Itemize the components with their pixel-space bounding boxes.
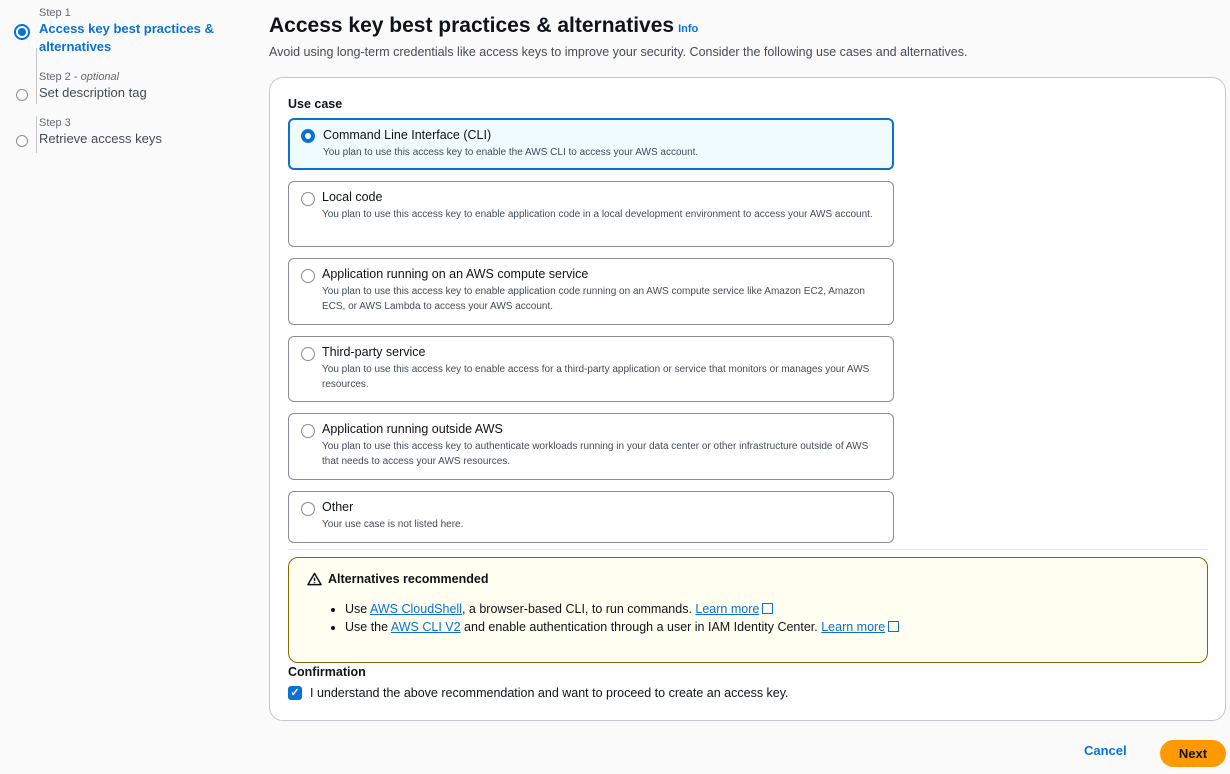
step-number: Step 1 — [39, 7, 71, 19]
step-label: Access key best practices & alternatives — [39, 21, 214, 54]
confirmation-label: Confirmation — [288, 665, 366, 679]
cloudshell-link[interactable]: AWS CloudShell — [370, 602, 462, 616]
optional-label: optional — [80, 71, 120, 83]
warning-icon — [307, 572, 322, 586]
alert-item: • Use the AWS CLI V2 and enable authentication through a user in IAM Identity Center. Learn more — [345, 618, 1189, 636]
alternatives-alert — [288, 557, 1208, 663]
option-title: Application running on an AWS compute service — [322, 267, 589, 281]
cancel-button[interactable]: Cancel — [1084, 743, 1127, 758]
confirmation-checkbox[interactable] — [288, 686, 789, 700]
use-case-label: Use case — [288, 97, 343, 111]
option-desc: You plan to use this access key to enable access for a third-party application or service that monitors or manages your AWS resources. — [322, 364, 870, 390]
option-title: Application running outside AWS — [322, 422, 503, 436]
use-case-panel — [269, 77, 1226, 721]
option-desc: You plan to use this access key to enable the AWS CLI to access your AWS account. — [323, 147, 699, 158]
divider — [288, 549, 1208, 550]
radio[interactable] — [301, 424, 315, 438]
option-third-party[interactable] — [288, 336, 894, 402]
step-number: Step 3 — [39, 117, 71, 129]
alert-item: • Use AWS CloudShell, a browser-based CLI, to run commands. Learn more — [345, 600, 1189, 618]
step-2 — [14, 70, 254, 102]
option-desc: You plan to use this access key to enable application code in a local development environment to access your AWS account. — [322, 209, 873, 220]
radio-selected[interactable] — [301, 129, 315, 143]
page-title: Access key best practices & alternatives Info — [269, 14, 699, 37]
option-outside-aws[interactable] — [288, 413, 894, 480]
option-other[interactable] — [288, 491, 894, 543]
learn-more-link[interactable]: Learn more — [821, 620, 886, 634]
learn-more-link[interactable]: Learn more — [695, 602, 760, 616]
option-title: Command Line Interface (CLI) — [323, 128, 492, 142]
option-title: Other — [322, 500, 354, 514]
option-title: Local code — [322, 190, 383, 204]
radio[interactable] — [301, 192, 315, 206]
option-desc: You plan to use this access key to enable application code running on an AWS compute service like Amazon EC2, Amazon ECS, or AWS Lambda to access your AWS account. — [322, 286, 865, 312]
option-desc: You plan to use this access key to authenticate workloads running in your data center or other infrastructure outside of AWS that needs to access your AWS resources. — [322, 441, 869, 467]
alert-title: Alternatives recommended — [328, 572, 489, 586]
radio[interactable] — [301, 502, 315, 516]
next-button[interactable]: Next — [1160, 740, 1226, 767]
checkmark-icon[interactable]: ✓ — [288, 686, 302, 700]
step-label: Set description tag — [39, 85, 147, 100]
info-link[interactable]: Info — [678, 23, 699, 35]
step-label: Retrieve access keys — [39, 131, 162, 146]
option-title: Third-party service — [322, 345, 426, 359]
checkbox-label: I understand the above recommendation and want to proceed to create an access key. — [310, 686, 789, 700]
external-link-icon — [888, 621, 899, 632]
radio[interactable] — [301, 269, 315, 283]
option-local-code[interactable] — [288, 181, 894, 247]
external-link-icon — [762, 603, 773, 614]
radio[interactable] — [301, 347, 315, 361]
step-1[interactable] — [14, 6, 254, 56]
step-current-icon — [14, 24, 30, 40]
option-cli[interactable] — [288, 118, 894, 170]
step-number: Step 2 - optional — [39, 71, 120, 83]
page-subtitle: Avoid using long-term credentials like access keys to improve your security. Consider the following use cases and alternatives. — [269, 45, 968, 59]
step-3 — [14, 116, 254, 148]
step-pending-icon — [16, 135, 28, 147]
option-desc: Your use case is not listed here. — [322, 519, 464, 530]
wizard-steps — [14, 6, 254, 162]
option-aws-compute[interactable] — [288, 258, 894, 325]
cli-v2-link[interactable]: AWS CLI V2 — [390, 620, 461, 634]
step-pending-icon — [16, 89, 28, 101]
